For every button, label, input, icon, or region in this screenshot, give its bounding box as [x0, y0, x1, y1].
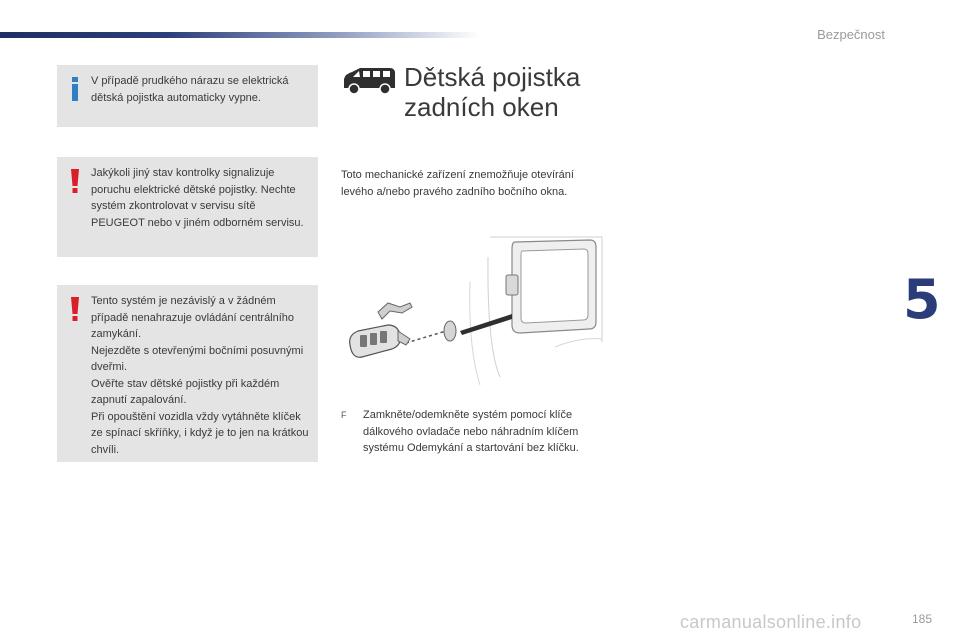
warning-note-line: Nejezděte s otevřenými bočními posuvnými dveřmi. [91, 344, 304, 373]
warning-note [57, 285, 318, 462]
child-lock-illustration [340, 227, 605, 387]
warning-note-line: Tento systém je nezávislý a v žádném případě nenahrazuje ovládání centrálního zamykání. [91, 295, 295, 340]
warning-note-line: Při opouštění vozidla vždy vytáhněte klíček ze spínací skříňky, i když je to jen na krátkou chvíli. [91, 410, 309, 456]
info-note-text: V případě prudkého nárazu se elektrická dětská pojistka automaticky vypne. [91, 75, 289, 104]
info-note [57, 65, 318, 127]
warning-note-text: Jakýkoli jiný stav kontrolky signalizuje poruchu elektrické dětské pojistky. Nechte systém zkontrolovat v servisu sítě PEUGEOT nebo v jiném odborném servisu. [91, 167, 304, 229]
header-accent-bar [0, 32, 480, 38]
exclamation-icon [68, 167, 82, 195]
step-bullet: F [341, 410, 347, 420]
chapter-number: 5 [903, 268, 941, 331]
instruction-step [341, 407, 601, 457]
info-icon [68, 75, 82, 103]
intro-paragraph: Toto mechanické zařízení znemožňuje otevírání levého a/nebo pravého zadního bočního okna. [341, 169, 574, 198]
watermark: carmanualsonline.info [680, 612, 862, 632]
van-icon [340, 66, 397, 96]
exclamation-icon [68, 295, 82, 323]
warning-note-line: Ověřte stav dětské pojistky při každém zapnutí zapalování. [91, 377, 280, 406]
section-title: Bezpečnost [817, 27, 885, 42]
step-text: Zamkněte/odemkněte systém pomocí klíče dálkového ovladače nebo náhradním klíčem systému Odemykání a startování bez klíčku. [363, 409, 579, 454]
warning-note [57, 157, 318, 257]
page-number: 185 [912, 612, 933, 626]
page-title: Dětská pojistka zadních oken [404, 62, 581, 122]
